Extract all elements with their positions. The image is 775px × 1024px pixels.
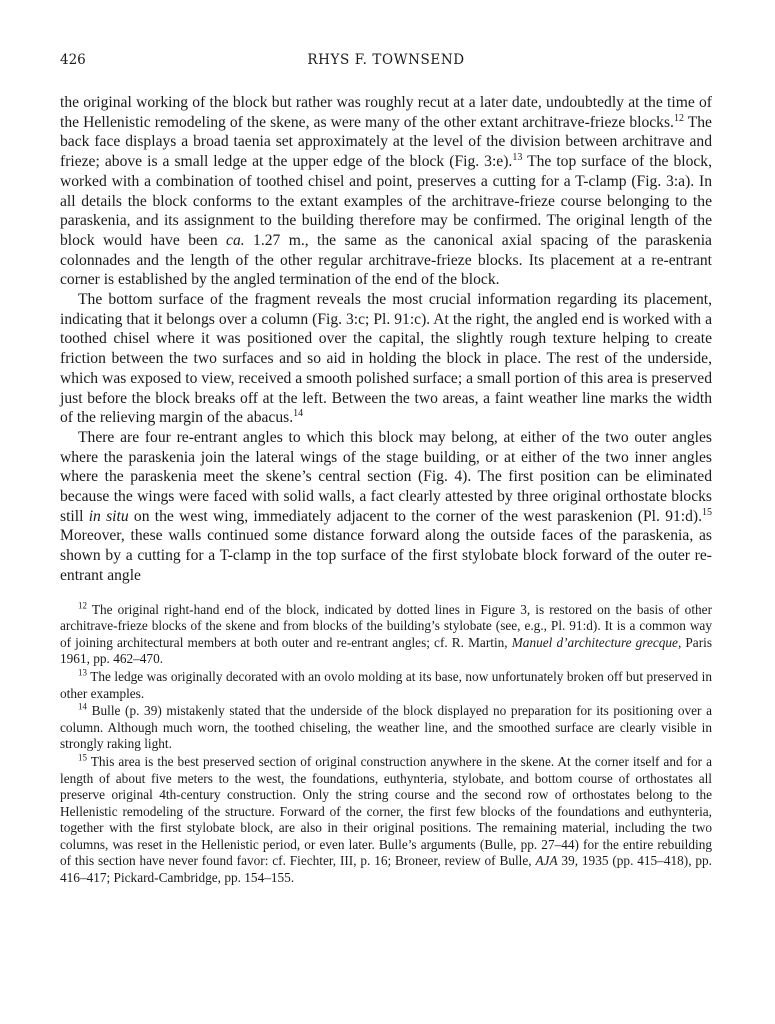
p3-text-c: Moreover, these walls continued some distance forward along the outside faces of the paraskenia, as shown by a cutting for a T-clamp in the top surface of the first stylobate block forward of the outer re-entrant angle	[60, 527, 712, 584]
footnote-14	[60, 703, 712, 753]
footnote-12	[60, 602, 712, 668]
footnote-15-text-b: 39, 1935 (pp. 415–418), pp. 416–417; Pickard-Cambridge, pp. 154–155.	[60, 853, 712, 886]
footnote-15-aja: AJA	[535, 853, 558, 869]
p3-text-a: There are four re-entrant angles to which this block may belong, at either of the two outer angles where the paraskenia join the lateral wings of the stage building, or at either of the two inner angles where the paraskenia meet the skene’s central section (Fig. 4). The first position can be eliminated because the wings were faced with solid walls, a fact clearly attested by three original orthostate blocks still	[60, 428, 712, 525]
page	[60, 52, 712, 888]
footnote-15-number: 15	[78, 752, 87, 763]
footnote-12-text-b: , Paris 1961, pp. 462–470.	[60, 634, 712, 667]
footnote-15	[60, 754, 712, 887]
footnote-ref-12[interactable]: 12	[673, 112, 684, 124]
footnote-12-text-a: The original right-hand end of the block, indicated by dotted lines in Figure 3, is restored on the basis of other architrave-frieze blocks of the skene and from blocks of the building’s stylobate (see, e.g., Pl. 91:d). It is a common way of joining architectural members at both outer and re-entrant angles; cf. R. Martin,	[60, 601, 712, 650]
p2-text-a: The bottom surface of the fragment reveals the most crucial information regarding its placement, indicating that it belongs over a column (Fig. 3:c; Pl. 91:c). At the right, the angled end is worked with a toothed chisel where it was positioned over the capital, the slightly rough texture helping to create friction between the two surfaces and so aid in holding the block in place. The rest of the underside, which was exposed to view, received a smooth polished surface; a small portion of this area is preserved just before the block breaks off at the left. Between the two areas, a faint weather line marks the width of the relieving margin of the abacus.	[60, 291, 712, 427]
p1-text-d: 1.27 m., the same as the canonical axial spacing of the paraskenia colonnades and the length of the other regular architrave-frieze blocks. Its placement at a re-entrant corner is established by the angled termination of the end of the block.	[60, 231, 712, 289]
p3-in-situ: in situ	[88, 507, 129, 525]
footnote-ref-15[interactable]: 15	[702, 506, 713, 518]
paragraph-3	[60, 428, 712, 586]
running-title: RHYS F. TOWNSEND	[307, 52, 465, 68]
footnote-15-text-a: This area is the best preserved section of original construction anywhere in the skene. At the corner itself and for a length of about five meters to the west, the foundations, euthynteria, stylobate, and bottom course of orthostates all preserve original 4th-century construction. Only the string course and the second row of orthostates belong to the Hellenistic remodeling of the structure. Forward of the corner, the first few blocks of the foundations and euthynteria, together with the first stylobate block, are also in their original positions. The remaining material, including the two columns, was reset in the Hellenistic period, or even later. Bulle’s arguments (Bulle, pp. 27–44) for the entire rebuilding of this section have never found favor: cf. Fiechter, III, p. 16; Broneer, review of Bulle,	[60, 753, 712, 869]
running-head	[60, 52, 712, 74]
footnote-14-text: Bulle (p. 39) mistakenly stated that the underside of the block displayed no preparation for its positioning over a column. Although much worn, the toothed chiseling, the weather line, and the smoothed surface are clearly visible in strongly raking light.	[60, 703, 712, 752]
footnotes	[60, 602, 712, 887]
footnote-13-text: The ledge was originally decorated with an ovolo molding at its base, now unfortunately broken off but preserved in other examples.	[60, 668, 712, 701]
p1-text-c: The top surface of the block, worked with a combination of toothed chisel and point, preserves a cutting for a T-clamp (Fig. 3:a). In all details the block conforms to the extant examples of the architrave-frieze course belonging to the paraskenia, and its assignment to the building therefore may be confirmed. The original length of the block would have been	[60, 153, 712, 249]
p3-text-b: on the west wing, immediately adjacent to the corner of the west paraskenion (Pl. 91:d).	[128, 507, 703, 525]
footnote-12-number: 12	[78, 600, 87, 611]
body-text	[60, 93, 712, 586]
paragraph-2	[60, 290, 712, 428]
paragraph-1	[60, 93, 712, 290]
footnote-13-number: 13	[78, 667, 87, 678]
p1-text-a: the original working of the block but rather was roughly recut at a later date, undoubtedly at the time of the Hellenistic remodeling of the skene, as were many of the other extant architrave-frieze blocks.	[60, 94, 712, 131]
footnote-ref-14[interactable]: 14	[293, 408, 304, 420]
footnote-ref-13[interactable]: 13	[512, 151, 523, 163]
footnote-13	[60, 669, 712, 702]
footnote-14-number: 14	[78, 701, 87, 712]
footnote-12-title: Manuel d’architecture grecque	[511, 634, 678, 650]
p1-text-b: The back face displays a broad taenia set approximately at the level of the division between architrave and frieze; above is a small ledge at the upper edge of the block (Fig. 3:e).	[60, 113, 712, 171]
page-number: 426	[60, 52, 86, 68]
p1-ca: ca.	[226, 231, 245, 249]
